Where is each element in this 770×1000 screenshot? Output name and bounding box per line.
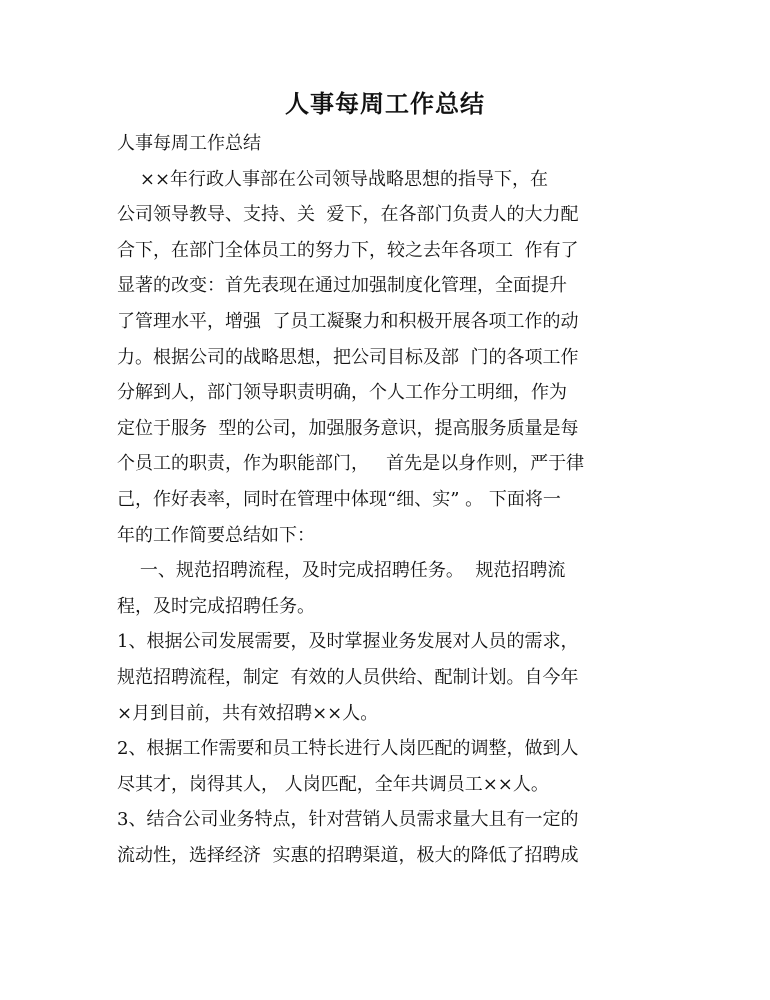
text-line: 流动性，选择经济 实惠的招聘渠道，极大的降低了招聘成: [117, 844, 579, 866]
text-line: 己，作好表率，同时在管理中体现“细、实” 。 下面将一: [117, 488, 561, 510]
text-line: 定位于服务 型的公司，加强服务意识，提高服务质量是每: [117, 417, 579, 439]
text-line: 显著的改变：首先表现在通过加强制度化管理，全面提升: [117, 275, 567, 297]
text-line: 合下，在部门全体员工的努力下，较之去年各项工 作有了: [117, 239, 579, 261]
text-line: 程，及时完成招聘任务。: [117, 595, 315, 617]
text-line: 3、结合公司业务特点，针对营销人员需求量大且有一定的: [117, 809, 579, 831]
text-line: 个员工的职责，作为职能部门， 首先是以身作则，严于律: [117, 453, 585, 475]
text-line: 一、规范招聘流程，及时完成招聘任务。 规范招聘流: [117, 560, 566, 582]
text-line: 力。根据公司的战略思想，把公司目标及部 门的各项工作: [117, 346, 579, 368]
text-line: 人事每周工作总结: [117, 133, 261, 154]
text-line: ××年行政人事部在公司领导战略思想的指导下，在: [117, 168, 549, 190]
document-body: [117, 126, 662, 873]
text-line: ×月到目前，共有效招聘××人。: [117, 702, 379, 724]
text-line: 公司领导教导、支持、关 爱下，在各部门负责人的大力配: [117, 204, 579, 226]
document-title: 人事每周工作总结: [285, 90, 485, 118]
text-line: 了管理水平，增强 了员工凝聚力和积极开展各项工作的动: [117, 310, 579, 332]
text-line: 2、根据工作需要和员工特长进行人岗匹配的调整，做到人: [117, 738, 579, 760]
text-line: 1、根据公司发展需要，及时掌握业务发展对人员的需求，: [117, 631, 579, 653]
text-line: 年的工作简要总结如下：: [117, 524, 315, 546]
text-line: 尽其才，岗得其人， 人岗匹配，全年共调员工××人。: [117, 773, 549, 795]
text-line: 分解到人，部门领导职责明确，个人工作分工明细，作为: [117, 382, 567, 404]
text-line: 规范招聘流程，制定 有效的人员供给、配制计划。自今年: [117, 666, 579, 688]
